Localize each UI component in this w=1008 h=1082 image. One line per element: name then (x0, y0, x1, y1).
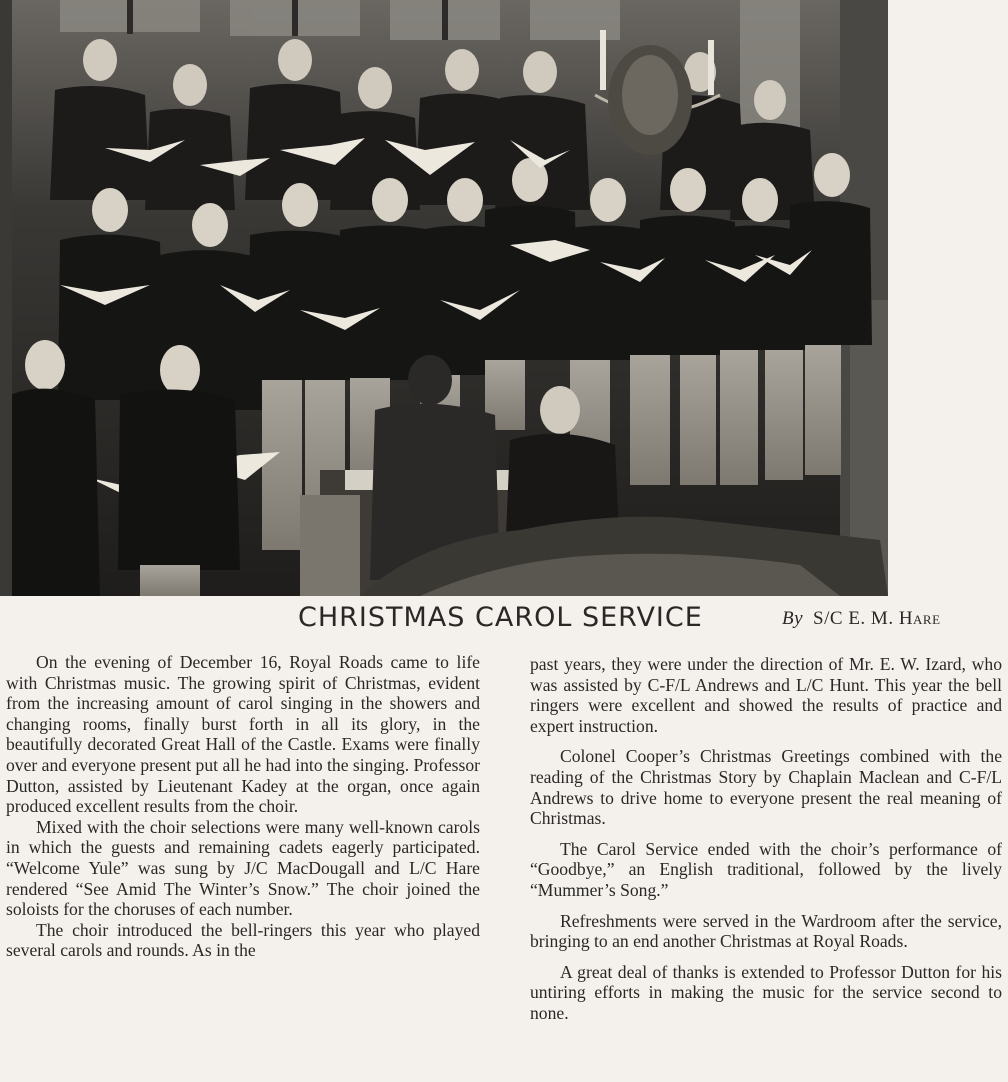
article-title: CHRISTMAS CAROL SERVICE (298, 602, 703, 633)
paragraph: Refreshments were served in the Wardroom after the service, bringing to an end another Christmas at Royal Roads. (530, 910, 1002, 952)
paragraph: The choir introduced the bell-ringers this year who played several carols and rounds. As in the (6, 919, 480, 961)
byline-author: S/C E. M. Hare (813, 608, 941, 629)
right-column (530, 654, 1002, 1024)
left-column (6, 652, 480, 961)
article-byline (782, 608, 941, 630)
choir-photo (0, 0, 888, 596)
paragraph: On the evening of December 16, Royal Roads came to life with Christmas music. The growing spirit of Christmas, evident from the increasing amount of carol singing in the showers and changing rooms, finally burst forth in all its glory, in the beautifully decorated Great Hall of the Castle. Exams were finally over and everyone present put all he had into the singing. Professor Dutton, assisted by Lieutenant Kadey at the organ, once again produced excellent results from the choir. (6, 652, 480, 817)
paragraph: Colonel Cooper’s Christmas Greetings combined with the reading of the Christmas Story by Chaplain Maclean and C-F/L Andrews to drive home to everyone present the real meaning of Christmas. (530, 746, 1002, 829)
byline-prefix: By (782, 608, 804, 629)
paragraph: past years, they were under the direction of Mr. E. W. Izard, who was assisted by C-F/L Andrews and L/C Hunt. This year the bell ringers were excellent and showed the results of practice and expert instruction. (530, 654, 1002, 736)
paragraph: Mixed with the choir selections were many well-known carols in which the guests and remaining cadets eagerly participated. “Welcome Yule” was sung by J/C MacDougall and L/C Hare rendered “See Amid The Winter’s Snow.” The choir joined the soloists for the choruses of each number. (6, 816, 480, 920)
paragraph: A great deal of thanks is extended to Professor Dutton for his untiring efforts in making the music for the service second to none. (530, 961, 1002, 1023)
title-row (0, 600, 1008, 640)
paragraph: The Carol Service ended with the choir’s performance of “Goodbye,” an English traditional, followed by the lively “Mummer’s Song.” (530, 838, 1002, 900)
choir-photo-image (0, 0, 888, 596)
